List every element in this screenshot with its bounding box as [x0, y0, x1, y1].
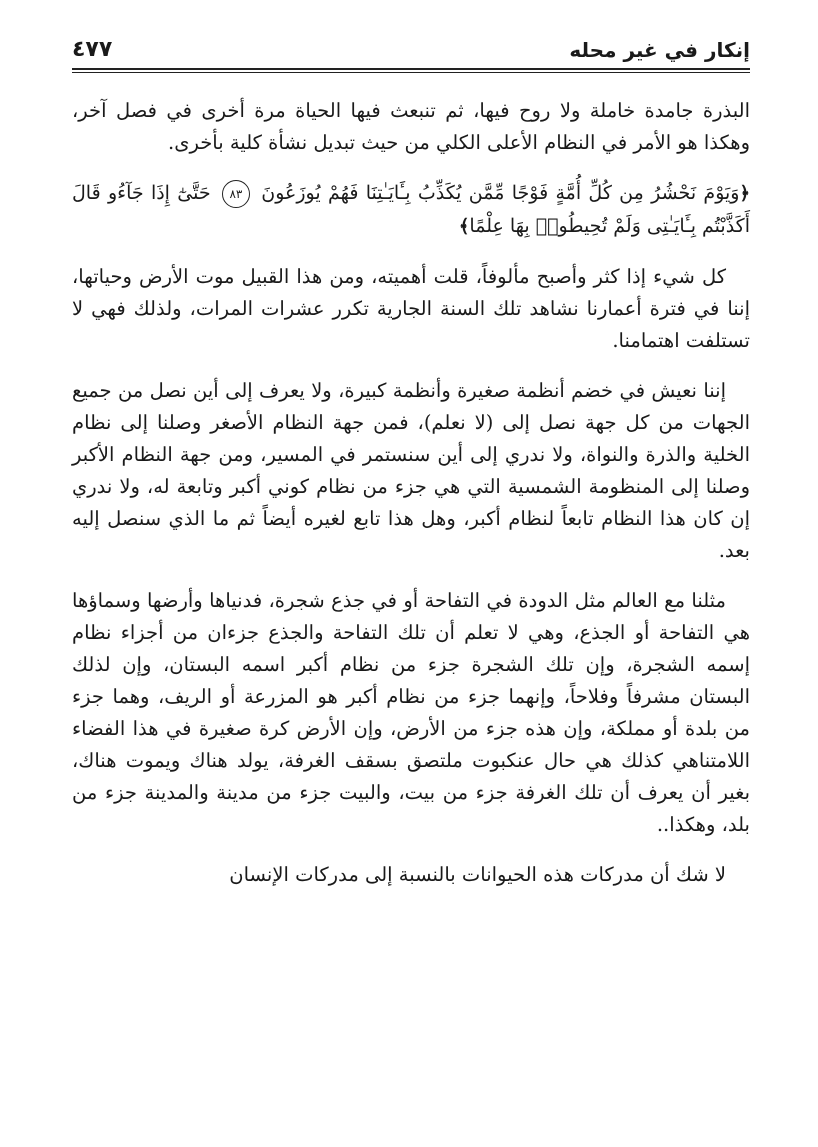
paragraph-4: مثلنا مع العالم مثل الدودة في التفاحة أو في جذع شجرة، فدنياها وأرضها وسماؤها هي التفاحة أو الجذع، وهي لا تعلم أن تلك التفاحة والجذع جزءان من أجزاء نظام إسمه الشجرة، وإن تلك الشجرة جزء من نظام أكبر اسمه البستان، وإن لذلك البستان مشرفاً وفلاحاً، وإنهما جزء من نظام أكبر هو المزرعة أو الريف، وهما جزء من بلدة أو مملكة، وإن هذه جزء من الأرض، وإن الأرض كرة صغيرة في هذا الفضاء اللامتناهي كذلك هي حال عنكبوت ملتصق بسقف الغرفة، يولد هناك ويموت هناك، بغير أن يعرف أن تلك الغرفة جزء من بيت، والبيت جزء من مدينة والمدينة جزء من بلد، وهكذا.. — [72, 589, 750, 836]
quran-close-bracket: ﴾ — [458, 216, 470, 237]
paragraph-5: لا شك أن مدركات هذه الحيوانات بالنسبة إلى مدركات الإنسان — [229, 863, 726, 886]
page-body — [72, 95, 750, 891]
header-rule-thin — [72, 72, 750, 73]
chapter-title: إنكار في غير محله — [569, 38, 750, 62]
header-rule-thick — [72, 68, 750, 70]
quran-open-bracket: ﴿ — [739, 183, 751, 204]
quran-verse — [72, 177, 750, 243]
paragraph-2: كل شيء إذا كثر وأصبح مألوفاً، قلت أهميته، ومن هذا القبيل موت الأرض وحياتها، إننا في فترة أعمارنا نشاهد تلك السنة الجارية تكرر عشرات المرات، ولذلك فهي لا تستلفت اهتمامنا. — [72, 265, 750, 352]
quran-verse-part-1: وَيَوْمَ نَحْشُرُ مِن كُلِّ أُمَّةٍ فَوْجًا مِّمَّن يُكَذِّبُ بِـَٔايَـٰتِنَا فَهُمْ يُوزَعُونَ — [261, 182, 740, 204]
running-header — [72, 30, 750, 62]
book-page — [72, 30, 750, 1130]
quran-verse-part-2: حَتَّىٰٓ إِذَا جَآءُو قَالَ أَكَذَّبْتُم بِـَٔايَـٰتِى وَلَمْ تُحِيطُوا۟ بِهَا عِلْمًا — [72, 182, 750, 237]
paragraph-1: البذرة جامدة خاملة ولا روح فيها، ثم تنبعث فيها الحياة مرة أخرى في فصل آخر، وهكذا هو الأمر في النظام الأعلى الكلي من حيث تبديل نشأة كلية بأخرى. — [72, 99, 750, 154]
ayah-number-mark: ٨٣ — [222, 180, 250, 208]
page-number: ٤٧٧ — [72, 37, 113, 62]
paragraph-3: إننا نعيش في خضم أنظمة صغيرة وأنظمة كبيرة، ولا يعرف إلى أين نصل من جميع الجهات من كل جهة نصل إلى (لا نعلم)، فمن جهة النظام الأصغر وصلنا إلى نظام الخلية والذرة والنواة، ولا ندري إلى أين سنستمر في المسير، ومن جهة النظام الأكبر وصلنا إلى المنظومة الشمسية التي هي جزء من نظام كوني أكبر وتابعة له، ولا ندري إن كان هذا النظام تابعاً لنظام أكبر، وهل هذا تابع لغيره أيضاً ثم ما الذي سنصل إليه بعد. — [72, 379, 750, 562]
